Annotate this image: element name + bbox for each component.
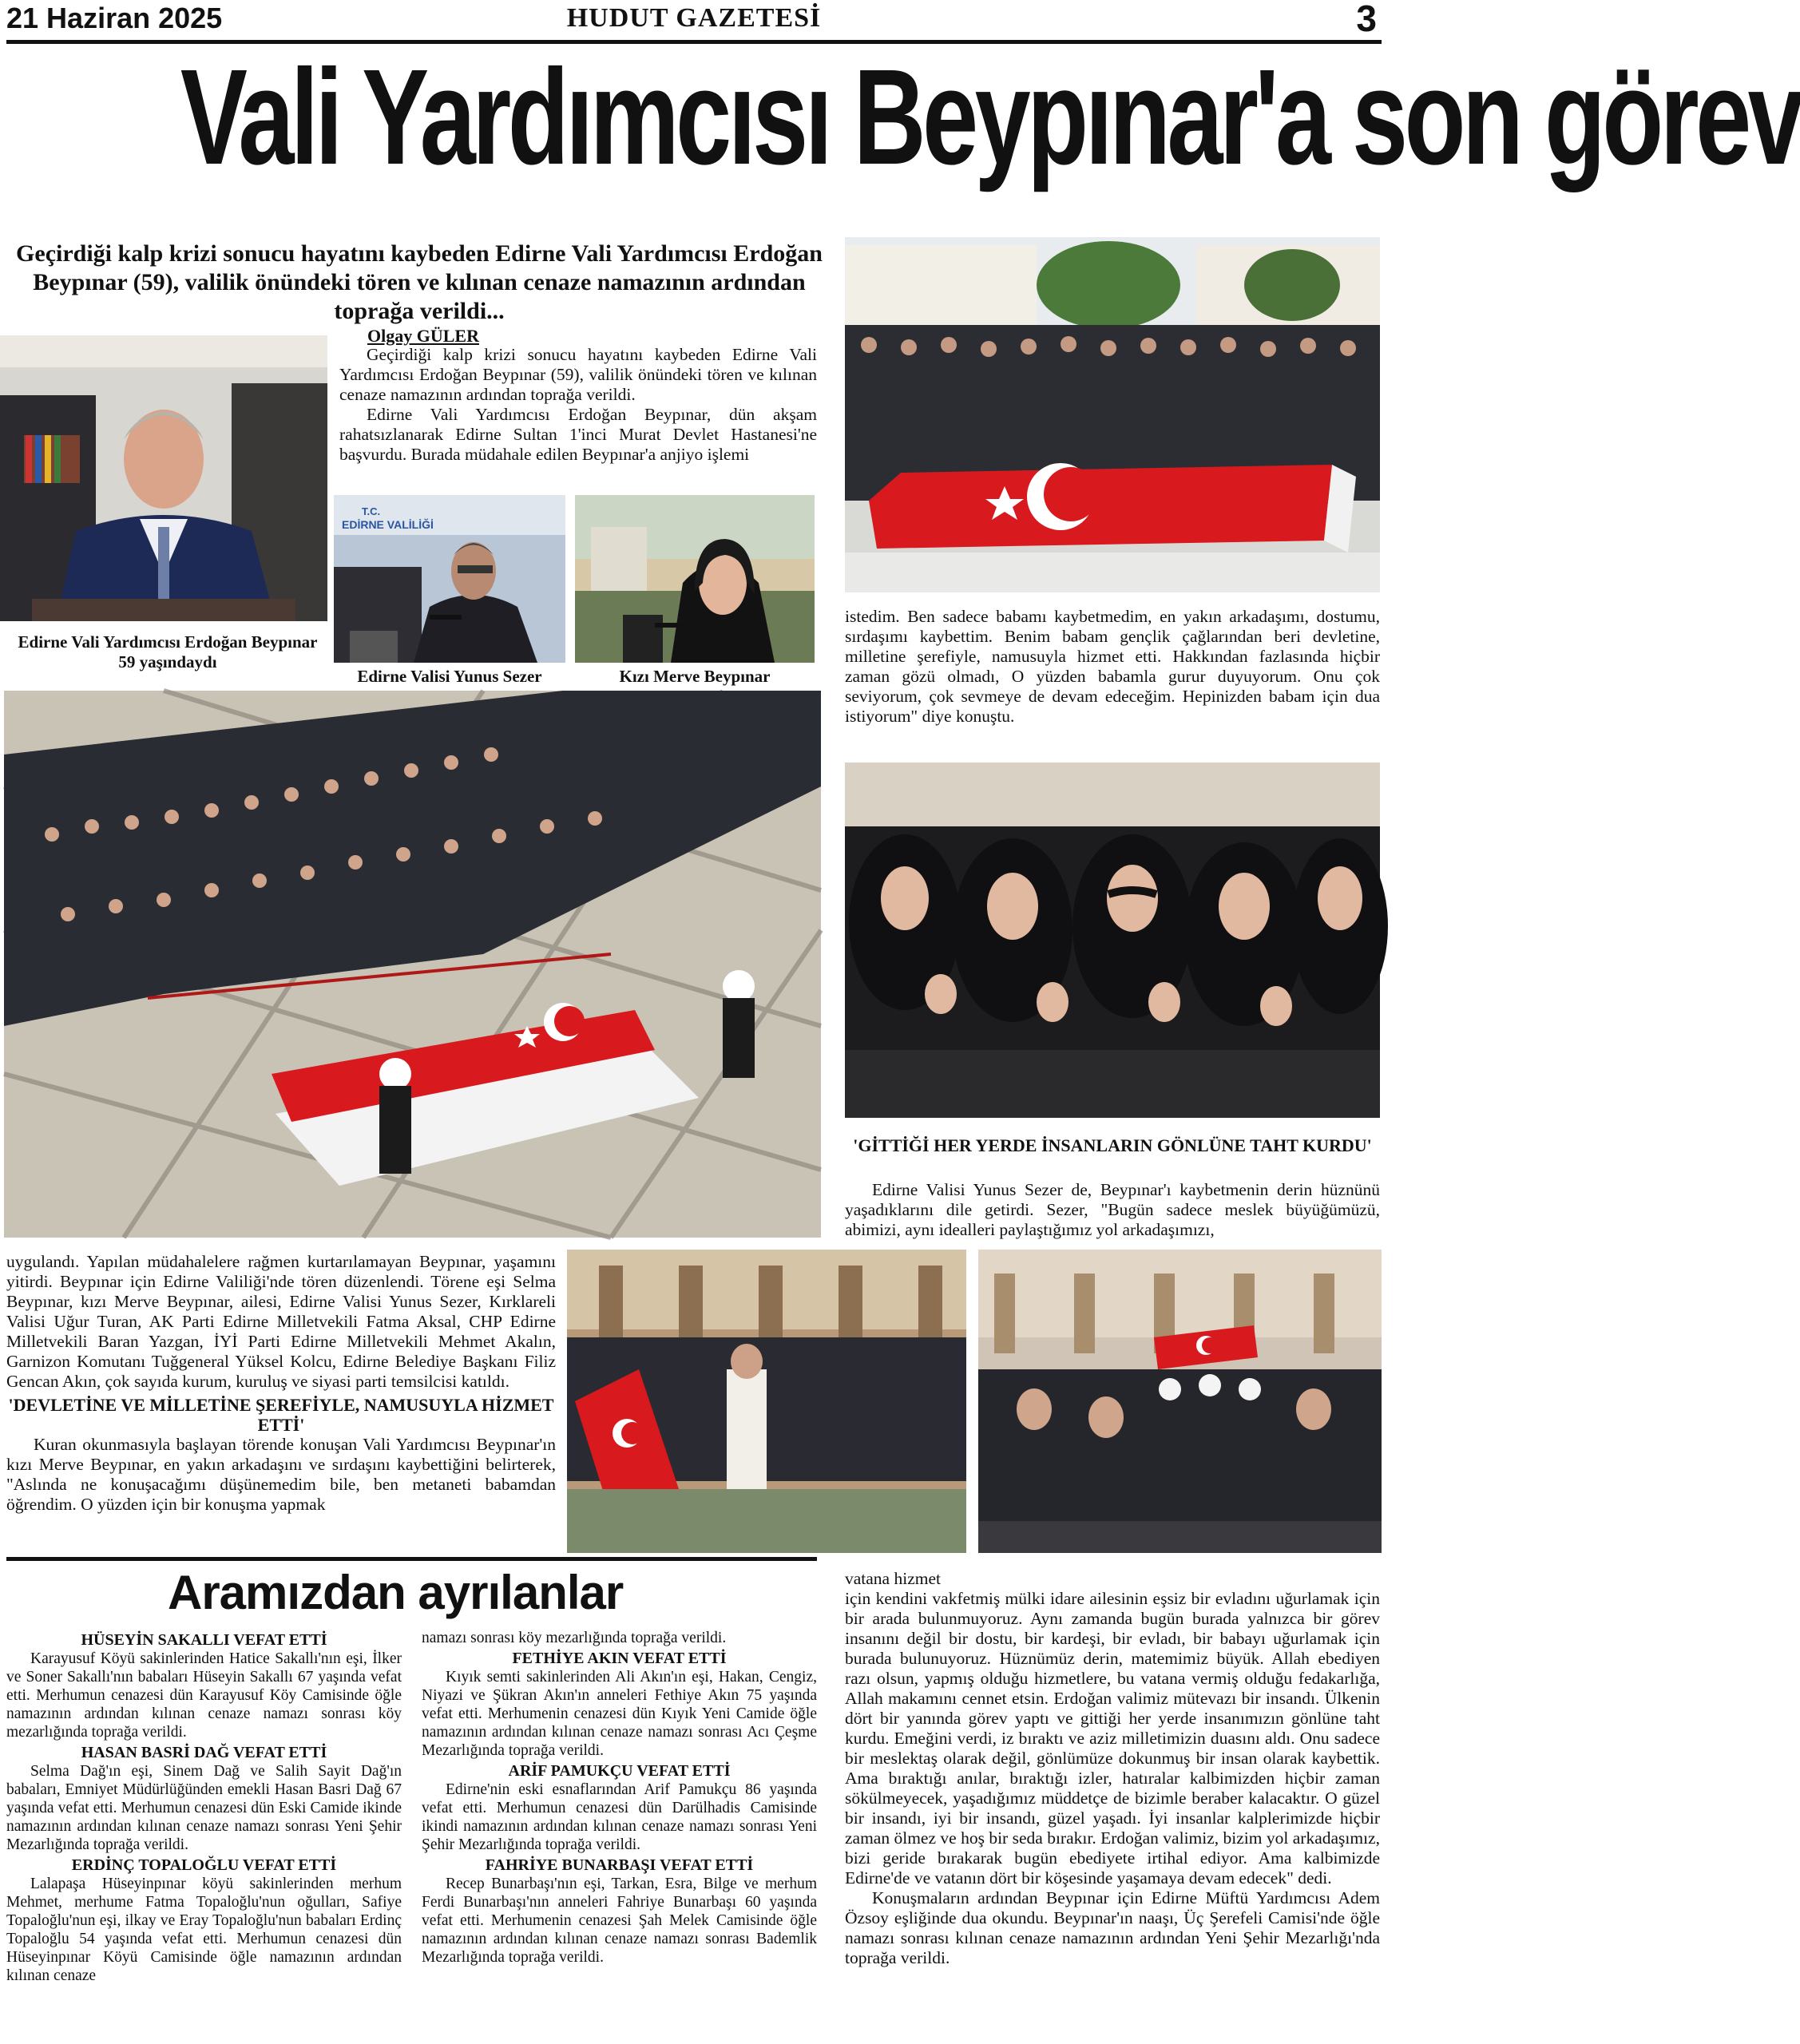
article-col-right-2 <box>845 1180 1380 1240</box>
article-paragraph: Konuşmaların ardından Beypınar için Edirne Müftü Yardımcısı Adem Özsoy eşliğinde dua okundu. Beypınar'ın naaşı, Üç Şerefeli Camisi'nde öğle namazı sonrası kılınan cenaze namazının ardından Yeni Şehir Mezarlığı'nda toprağa verildi. <box>845 1888 1380 1967</box>
coffin-ceremony-photo <box>845 237 1380 592</box>
portrait-photo <box>0 335 327 621</box>
aerial-ceremony-photo <box>4 691 821 1238</box>
article-paragraph: Geçirdiği kalp krizi sonucu hayatını kaybeden Edirne Vali Yardımcısı Erdoğan Beypınar (59), valilik önündeki tören ve kılınan cenaze namazının ardından toprağa verildi. <box>339 345 817 404</box>
article-paragraph: vatana hizmet <box>845 1569 941 1588</box>
article-paragraph: Edirne Valisi Yunus Sezer de, Beypınar'ı kaybetmenin derin hüznünü yaşadıklarını dile getirdi. Sezer, "Bugün sadece meslek büyüğümüzü, abimizi, aynı idealleri paylaştığımız yol arkadaşımızı, <box>845 1180 1380 1239</box>
governor-photo <box>334 495 565 663</box>
daughter-photo <box>575 495 815 663</box>
article-paragraph: Edirne Vali Yardımcısı Erdoğan Beypınar, dün akşam rahatsızlanarak Edirne Sultan 1'inci Murat Devlet Hastanesi'ne başvurdu. Burada müdahale edilen Beypınar'a anjiyo işlemi <box>339 405 817 464</box>
article-col-top <box>339 345 817 465</box>
obituary-title: FETHİYE AKIN VEFAT ETTİ <box>512 1650 727 1667</box>
obituary-text: Lalapaşa Hüseyinpınar köyü sakinlerinden merhum Mehmet, merhume Fatma Topaloğlu'nun oğulları, Safiye Topaloğlu'nun eşi, ilkay ve Eray Topaloğlu'nun babaları Erdinç Topaloğlu 54 yaşında vefat etti. Merhumun cenazesi dün Hüseyinpınar Köyü Camisinde öğle namazının ardından kılınan cenaze <box>6 1876 402 1984</box>
coffin-carrying-photo <box>978 1250 1382 1553</box>
obituary-text: namazı sonrası köy mezarlığında toprağa verildi. <box>422 1630 727 1646</box>
article-paragraph: istedim. Ben sadece babamı kaybetmedim, en yakın arkadaşımı, dostumu, sırdaşımı kaybettim. Benim babam gençlik çağlarından beri devletine, milletine şerefiyle, namusuyla hizmet etti. Hakkından fazlasında hiçbir zaman gözü olmadı, O yüzden babamla gurur duyuyorum. Onu çok seviyorum, çok sevmeye de devam edeceğim. Hepinizden babam için dua istiyorum" diye konuştu. <box>845 607 1380 726</box>
obituary-title: HÜSEYİN SAKALLI VEFAT ETTİ <box>81 1631 327 1649</box>
main-headline: Vali Yardımcısı Beypınar'a son görev <box>180 42 1800 193</box>
article-paragraph: için kendini vakfetmiş mülki idare ailesinin eşsiz bir evladını uğurlamak için bir arada bulunmuyoruz. Aynı zamanda bugün burada yalnızca bir görev insanını değil bir dostu, bir kardeşi, bir evladı, bir babayı uğurlamak için burada bulunuyoruz. Hüznümüz derin, matemimiz büyük. Allah ebediyen razı olsun, yapmış olduğu hizmetlere, bu vatana vermiş olduğu fedakarlığa, Allah makamını cennet etsin. Erdoğan valimiz mütevazı bir insandı. Ülkenin dört bir yanında görev yaptı ve gittiği her yerde insanımızın gönlüne taht kurdu. Emeğini verdi, iz bıraktı ve aziz milletimizin duasını aldı. Onu sadece bir meslektaş olarak değil, gönlümüze dokunmuş bir insan olarak kaybettik. Ama bıraktığı anılar, bıraktığı izler, hatıralar kalbimizden hiçbir zaman sökülmeyecek, yaşadığımız müddetçe de bizimle beraber kalacaktır. O güzel bir insandı, iyi bir insandı, güzel yaşadı. İyi insanlar kalplerimizde hiçbir zaman ölmez ve hoş bir seda bırakır. Erdoğan valimiz, bizim yol arkadaşımız, bizi geride bırakarak bugün ebediyete irtihal ediyor. Ama kalbimizde Edirne'de ve vatanın dört bir köşesinde yaşamaya devam edecek" dedi. <box>845 1589 1380 1888</box>
obituary-text: Kıyık semti sakinlerinden Ali Akın'ın eşi, Hakan, Cengiz, Niyazi ve Şükran Akın'ın anneleri Fethiye Akın 75 yaşında vefat etti. Merhumenin cenazesi dün Kıyık Yeni Camide öğle namazının ardından kılınan cenaze namazı sonrası Acı Çeşme Mezarlığında toprağa verildi. <box>422 1669 817 1759</box>
obituaries-title: Aramızdan ayrılanlar <box>168 1566 624 1619</box>
issue-date: 21 Haziran 2025 <box>6 2 223 34</box>
obituary-title: ERDİNÇ TOPALOĞLU VEFAT ETTİ <box>71 1856 337 1874</box>
daughter-caption: Kızı Merve Beypınar <box>619 667 771 686</box>
sign-top-label: T.C. <box>362 505 381 517</box>
mourners-photo <box>845 763 1380 1118</box>
subhead-left: 'DEVLETİNE VE MİLLETİNE ŞEREFİYLE, NAMUSUYLA HİZMET ETTİ' <box>8 1395 554 1435</box>
article-col-left-2 <box>6 1252 556 1515</box>
obituaries-rule <box>6 1557 817 1561</box>
article-paragraph: uygulandı. Yapılan müdahalelere rağmen kurtarılamayan Beypınar, yaşamını yitirdi. Beypınar için Edirne Valiliği'nde tören düzenlendi. Törene eşi Selma Beypınar, kızı Merve Beypınar, ailesi, Edirne Valisi Yunus Sezer, Kırklareli Valisi Uğur Turan, AK Parti Edirne Milletvekili Fatma Aksal, CHP Edirne Milletvekili Baran Yazgan, İYİ Parti Edirne Milletvekili Mehmet Akalın, Garnizon Komutanı Tuğgeneral Yüksel Kolcu, Edirne Belediye Başkanı Filiz Gencan Akın, çok sayıda kurum, kuruluş ve siyasi parti temsilcisi katıldı. <box>6 1252 556 1391</box>
obituary-text: Recep Bunarbaşı'nın eşi, Tarkan, Esra, Bilge ve merhum Ferdi Bunarbaşı'nın anneleri Fahriye Bunarbaşı 60 yaşında vefat etti. Merhumenin cenazesi Şah Melek Camisinde öğle namazının ardından kılınan cenaze namazı sonrası Bademlik Mezarlığında toprağa verildi. <box>422 1876 817 1966</box>
byline: Olgay GÜLER <box>367 326 479 346</box>
subhead-right: 'GİTTİĞİ HER YERDE İNSANLARIN GÖNLÜNE TAHT KURDU' <box>853 1135 1372 1155</box>
article-paragraph: Kuran okunmasıyla başlayan törende konuşan Vali Yardımcısı Beypınar'ın kızı Merve Beypınar, en yakın arkadaşını ve sırdaşını kaybettiğini belirterek, "Aslında ne konuşacağımı düşünemedim bile, ben metaneti babamdan öğrendim. O yüzden için bir konuşma yapmak <box>6 1435 556 1514</box>
obituary-title: FAHRİYE BUNARBAŞI VEFAT ETTİ <box>485 1856 754 1874</box>
obituary-title: HASAN BASRİ DAĞ VEFAT ETTİ <box>81 1744 327 1761</box>
article-col-right-1 <box>845 607 1380 727</box>
portrait-caption: Edirne Vali Yardımcısı Erdoğan Beypınar 59 yaşındaydı <box>18 632 318 671</box>
governor-caption: Edirne Valisi Yunus Sezer <box>357 667 542 686</box>
newspaper-name: HUDUT GAZETESİ <box>566 3 822 33</box>
obituaries-col-2 <box>422 1629 817 1967</box>
article-lead: Geçirdiği kalp krizi sonucu hayatını kaybeden Edirne Vali Yardımcısı Erdoğan Beypınar (59), valilik önündeki tören ve kılınan cenaze namazının ardından toprağa verildi... <box>16 240 823 324</box>
obituary-text: Selma Dağ'ın eşi, Sinem Dağ ve Salih Sayit Dağ'ın babaları, Emniyet Müdürlüğünden emekli Hasan Basri Dağ 67 yaşında vefat etti. Merhumun cenazesi dün Eski Camide ikinde namazının ardından kılınan cenaze namazı sonrası Yeni Şehir Mezarlığında toprağa verildi. <box>6 1763 402 1853</box>
obituaries-col-1 <box>6 1629 402 1985</box>
obituary-title: ARİF PAMUKÇU VEFAT ETTİ <box>508 1762 731 1780</box>
obituary-text: Karayusuf Köyü sakinlerinden Hatice Sakallı'nın eşi, İlker ve Soner Sakallı'nın babaları Hüseyin Sakallı 67 yaşında vefat etti. Merhumun cenazesi dün Karayusuf Köy Camisinde öğle namazının ardından kılınan cenaze namazı sonrası köy mezarlığında toprağa verildi. <box>6 1650 402 1741</box>
sign-label: EDİRNE VALİLİĞİ <box>342 518 434 531</box>
article-col-right-3 <box>845 1569 1380 1968</box>
funeral-prayer-photo <box>567 1250 966 1553</box>
page-number: 3 <box>1356 0 1377 39</box>
obituary-text: Edirne'nin eski esnaflarından Arif Pamukçu 86 yaşında vefat etti. Merhumun cenazesi dün Darülhadis Camisinde ikindi namazının ardından kılınan cenaze namazı sonrası Yeni Şehir Mezarlığında toprağa verildi. <box>422 1781 817 1853</box>
